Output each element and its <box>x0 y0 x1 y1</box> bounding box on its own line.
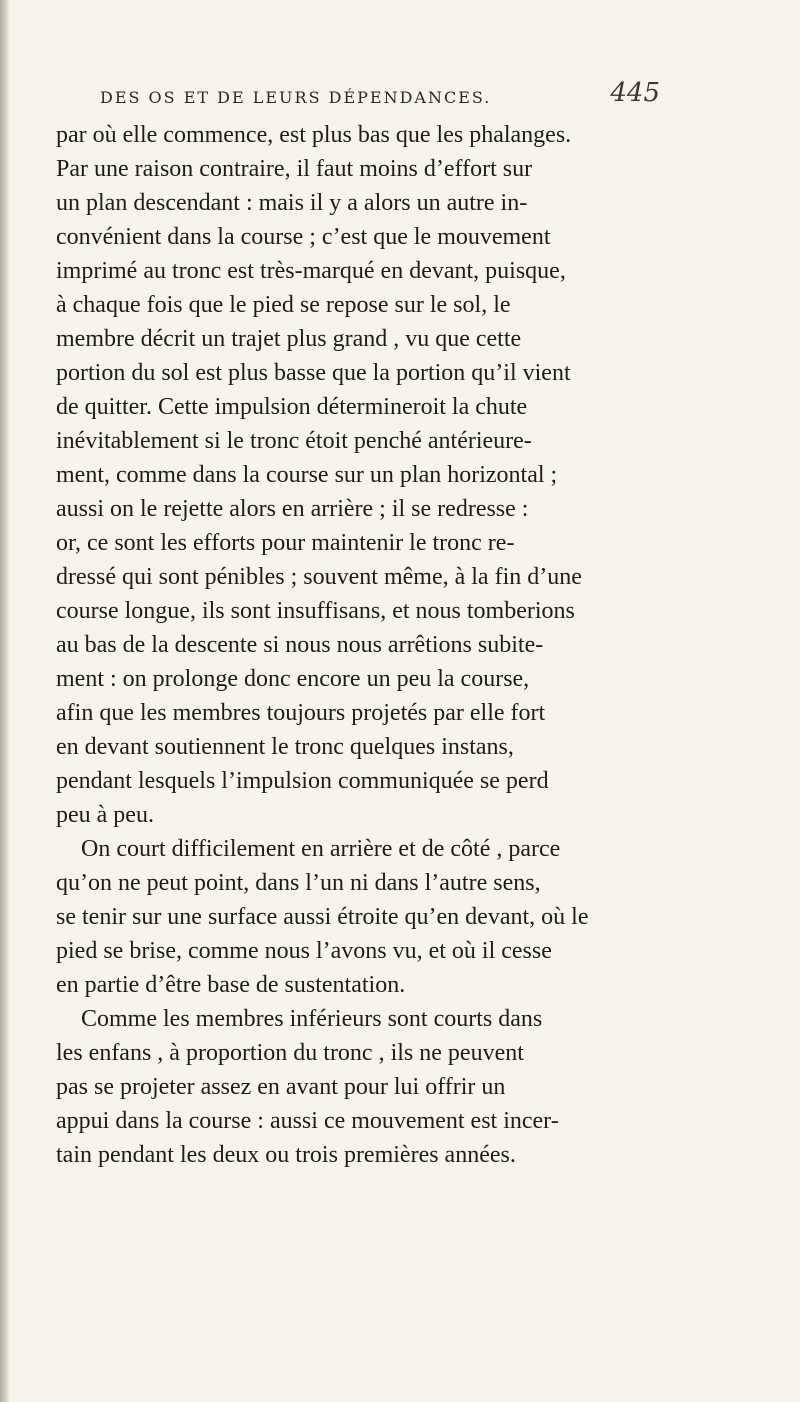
paragraph-running-backward: On court difficilement en arrière et de côté , parce qu’on ne peut point, dans l’un ni dans l’autre sens, se tenir sur une surface aussi étroite qu’en devant, où le pied se brise, comme nous l’avons vu, et où il cesse en partie d’être base de sustentation. <box>56 836 589 998</box>
running-title: DES OS ET DE LEURS DÉPENDANCES. <box>100 88 492 107</box>
page-binding-shadow <box>0 0 10 1402</box>
body-text <box>56 118 742 1172</box>
page-number: 445 <box>610 78 660 108</box>
page-header <box>100 78 660 112</box>
paragraph-continuation: par où elle commence, est plus bas que les phalanges. Par une raison contraire, il faut moins d’effort sur un plan descendant : mais il y a alors un autre in- convénient dans la course ; c’est que le mouvement imprimé au tronc est très-marqué en devant, puisque, à chaque fois que le pied se repose sur le sol, le membre décrit un trajet plus grand , vu que cette portion du sol est plus basse que la portion qu’il vient de quitter. Cette impulsion détermineroit la chute inévitablement si le tronc étoit penché antérieure- ment, comme dans la course sur un plan horizontal ; aussi on le rejette alors en arrière ; il se redresse : or, ce sont les efforts pour maintenir le tronc re- dressé qui sont pénibles ; souvent même, à la fin d’une course longue, ils sont insuffisans, et nous tomberions au bas de la descente si nous nous arrêtions subite- ment : on prolonge donc encore un peu la course, afin que les membres toujours projetés par elle fort en devant soutiennent le tronc quelques instans, pendant lesquels l’impulsion communiquée se perd peu à peu. <box>56 122 582 828</box>
paragraph-children: Comme les membres inférieurs sont courts dans les enfans , à proportion du tronc , ils ne peuvent pas se projeter assez en avant pour lui offrir un appui dans la course : aussi ce mouvement est incer- tain pendant les deux ou trois premières années. <box>56 1006 559 1168</box>
